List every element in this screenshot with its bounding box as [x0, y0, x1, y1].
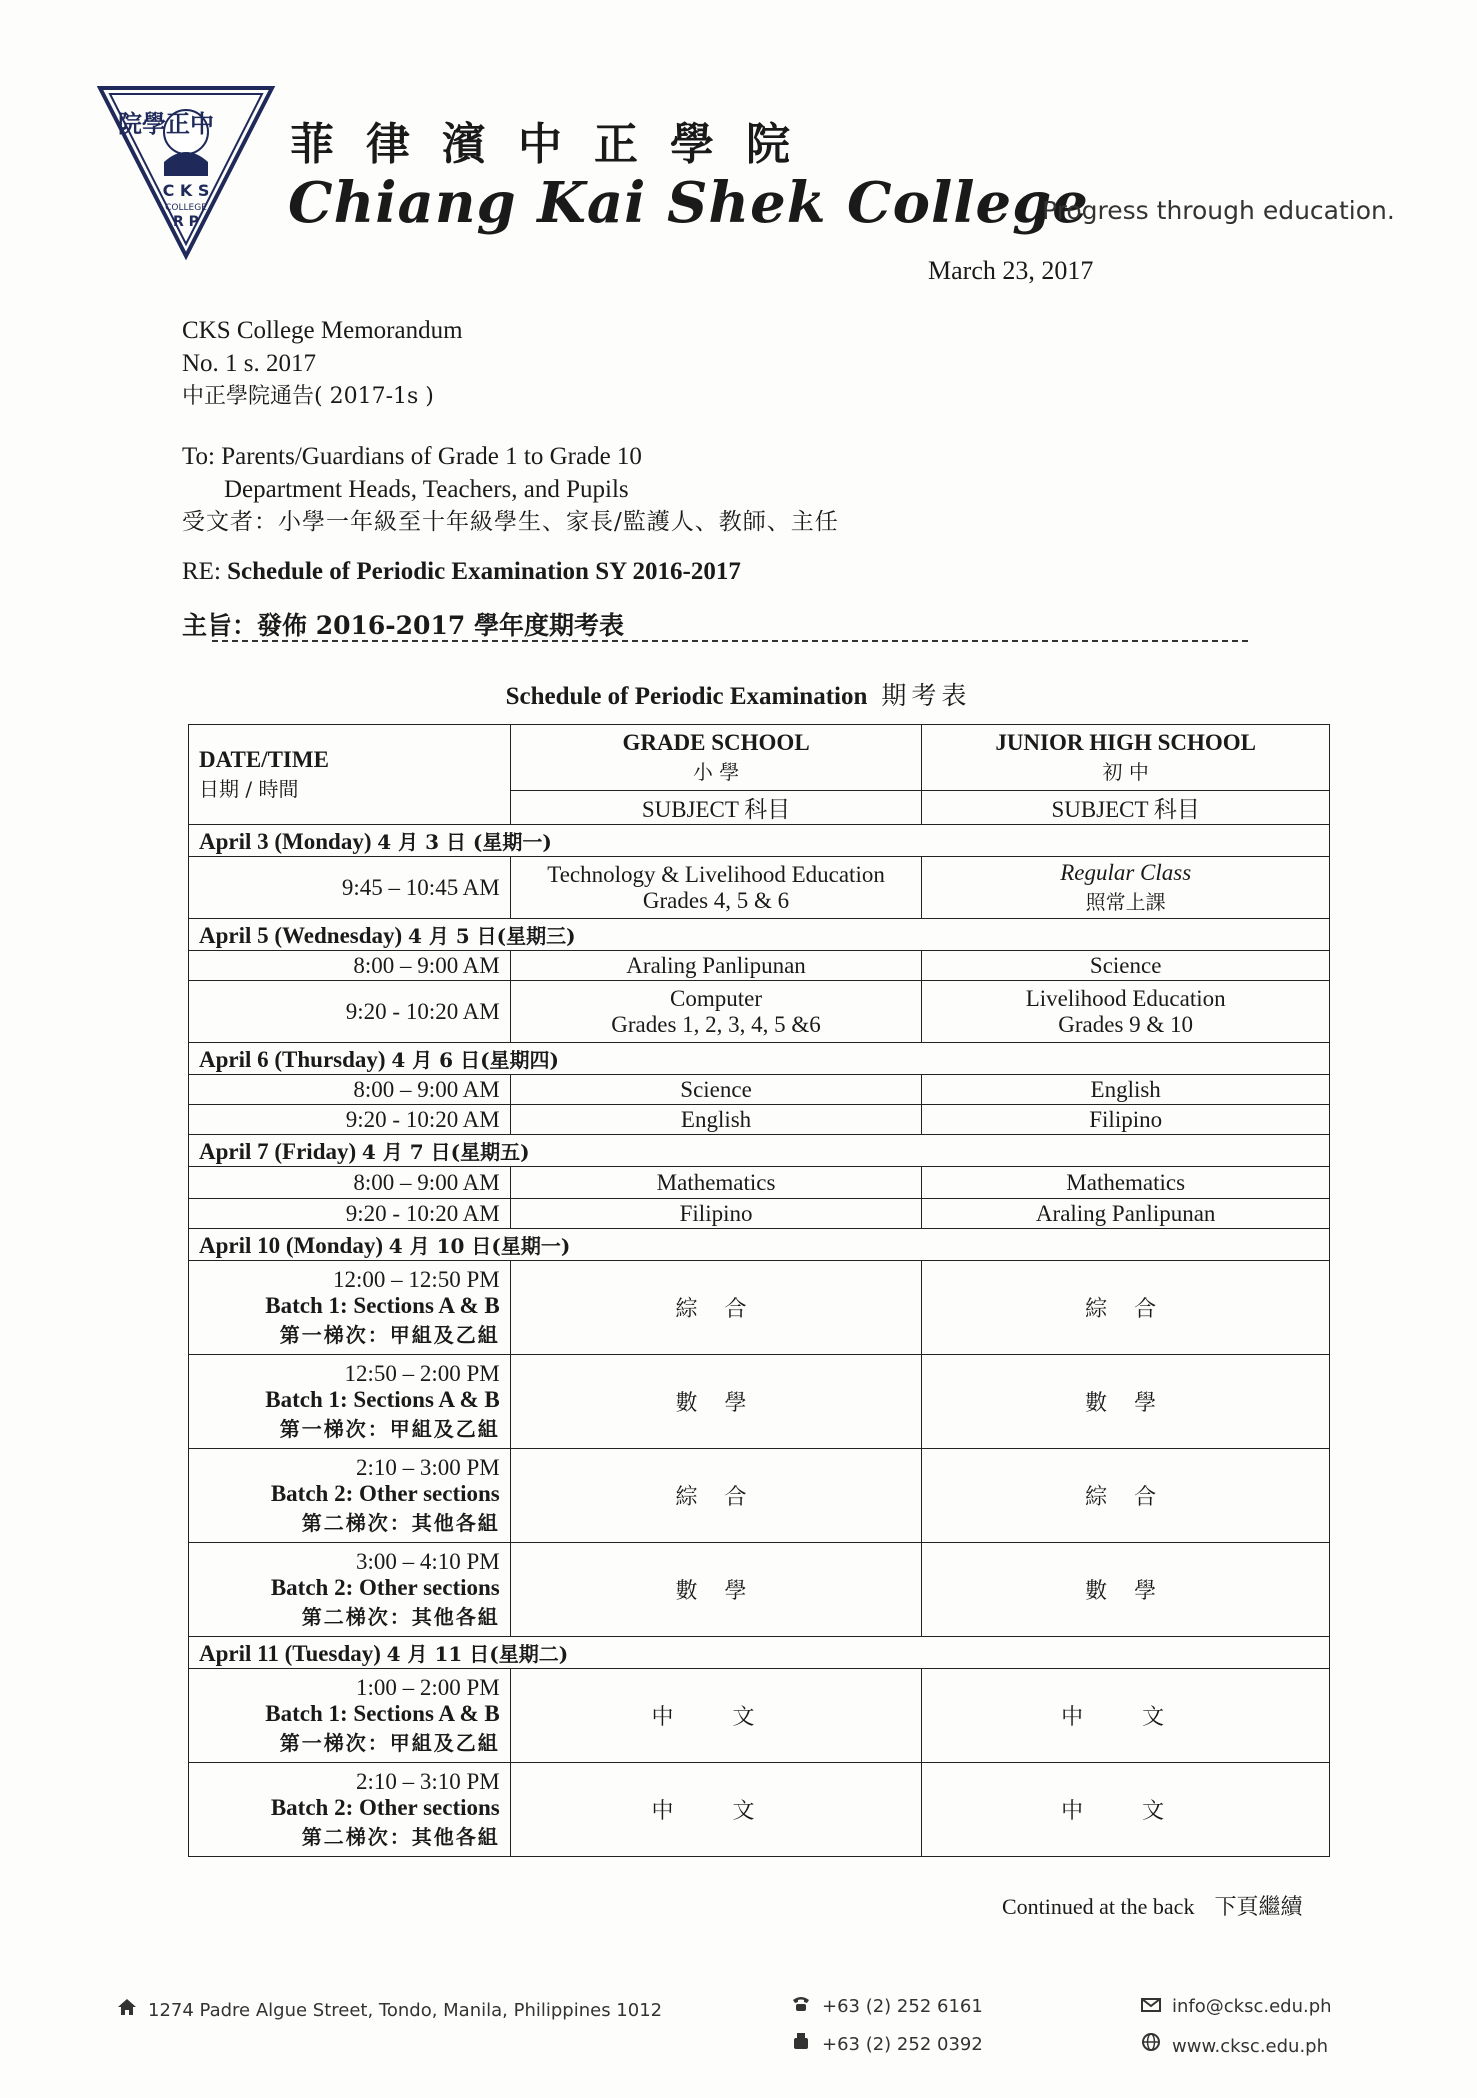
- day-row: [189, 1637, 1330, 1669]
- jhs-subject: Livelihood Education: [1025, 985, 1226, 1011]
- memo-number: No. 1 s. 2017: [182, 350, 317, 377]
- time-cell: 9:20 - 10:20 AM: [189, 1105, 511, 1135]
- batch-label-zh: 第二梯次：其他各組: [301, 1511, 500, 1535]
- table-row: [189, 951, 1330, 981]
- batch-label: Batch 2: Other sections: [270, 1481, 500, 1506]
- gs-subject: Computer: [670, 985, 763, 1011]
- table-title-chinese: 期考表: [881, 681, 972, 710]
- continued-english: Continued at the back: [1002, 1894, 1195, 1919]
- day-row: [189, 825, 1330, 857]
- jhs-subject-cell: 綜 合: [922, 1261, 1330, 1355]
- jhs-subject-cell: 綜 合: [922, 1449, 1330, 1543]
- time-range: 2:10 – 3:00 PM: [355, 1455, 500, 1480]
- time-cell: [189, 1763, 511, 1857]
- day-label: April 10 (Monday): [199, 1233, 383, 1258]
- table-row: [189, 981, 1330, 1043]
- home-icon: [116, 1998, 138, 2021]
- jhs-subject-cell: Araling Panlipunan: [922, 1199, 1330, 1229]
- subject-chinese: 主旨：發佈 2016-2017 學年度期考表: [182, 611, 624, 640]
- header-date-time-zh: 日期 / 時間: [199, 777, 299, 801]
- day-label: April 3 (Monday): [199, 829, 372, 854]
- jhs-subject-cell: [922, 857, 1330, 919]
- memo-heading: [182, 314, 463, 413]
- batch-label-zh: 第一梯次：甲組及乙組: [279, 1417, 500, 1441]
- table-row: [189, 1763, 1330, 1857]
- day-label-zh: 4 月 3 日 (星期一): [377, 830, 552, 854]
- gs-subject-cell: 數 學: [510, 1355, 922, 1449]
- gs-subject-cell: 綜 合: [510, 1261, 922, 1355]
- footer-address-text: 1274 Padre Algue Street, Tondo, Manila, Philippines 1012: [148, 2000, 663, 2021]
- gs-subject-cell: Mathematics: [510, 1167, 922, 1199]
- batch-label: Batch 1: Sections A & B: [265, 1701, 500, 1726]
- gs-grades: Grades 4, 5 & 6: [642, 887, 790, 913]
- day-row: [189, 1229, 1330, 1261]
- time-range: 12:00 – 12:50 PM: [332, 1267, 500, 1292]
- day-row: [189, 1043, 1330, 1075]
- time-cell: [189, 1669, 511, 1763]
- table-row: [189, 1105, 1330, 1135]
- batch-label-zh: 第二梯次：其他各組: [301, 1605, 500, 1629]
- header-subject-jhs: SUBJECT 科目: [922, 791, 1330, 825]
- batch-label-zh: 第二梯次：其他各組: [301, 1825, 500, 1849]
- table-header-row: [189, 725, 1330, 791]
- batch-label-zh: 第一梯次：甲組及乙組: [279, 1323, 500, 1347]
- jhs-subject-cell: 中 文: [922, 1669, 1330, 1763]
- time-range: 3:00 – 4:10 PM: [355, 1549, 500, 1574]
- gs-grades: Grades 1, 2, 3, 4, 5 &6: [611, 1011, 821, 1037]
- recipients-chinese: 受文者：小學一年級至十年級學生、家長/監護人、教師、主任: [182, 509, 839, 535]
- time-cell: 8:00 – 9:00 AM: [189, 951, 511, 981]
- jhs-subject-cell: Science: [922, 951, 1330, 981]
- day-label: April 6 (Thursday): [199, 1047, 386, 1072]
- gs-subject-cell: 中 文: [510, 1669, 922, 1763]
- gs-subject-cell: [510, 981, 922, 1043]
- recipients-line1: To: Parents/Guardians of Grade 1 to Grade 10: [182, 443, 642, 470]
- logo-chinese-text: 院學正中: [118, 109, 214, 138]
- day-label-zh: 4 月 11 日(星期二): [386, 1642, 569, 1666]
- header-date-time-label: DATE/TIME: [199, 747, 329, 772]
- time-cell: [189, 1543, 511, 1637]
- memo-title: CKS College Memorandum: [182, 317, 463, 344]
- gs-subject-cell: 綜 合: [510, 1449, 922, 1543]
- table-title-english: Schedule of Periodic Examination: [505, 683, 868, 710]
- footer-email: [1140, 1996, 1332, 2017]
- gs-subject-cell: 中 文: [510, 1763, 922, 1857]
- dashed-divider: [212, 640, 1248, 642]
- footer-phone-text: +63 (2) 252 6161: [822, 1996, 983, 2017]
- header-grade-school-zh: 小 學: [692, 760, 740, 784]
- footer-website: [1140, 2032, 1328, 2057]
- table-row: [189, 1449, 1330, 1543]
- header-jhs-label: JUNIOR HIGH SCHOOL: [995, 730, 1257, 755]
- envelope-icon: [1140, 1996, 1162, 2017]
- jhs-subject-cell: Filipino: [922, 1105, 1330, 1135]
- batch-label: Batch 2: Other sections: [270, 1575, 500, 1600]
- gs-subject-cell: Araling Panlipunan: [510, 951, 922, 981]
- day-row: [189, 1135, 1330, 1167]
- exam-schedule-table: [188, 724, 1330, 1857]
- jhs-grades: Grades 9 & 10: [1058, 1011, 1194, 1037]
- header-jhs-zh: 初 中: [1102, 760, 1149, 784]
- gs-subject-cell: [510, 857, 922, 919]
- time-range: 2:10 – 3:10 PM: [355, 1769, 500, 1794]
- header-date-time: [189, 725, 511, 825]
- logo-rp-text: R P: [173, 214, 199, 230]
- footer-fax: [790, 2032, 983, 2055]
- globe-icon: [1140, 2032, 1162, 2057]
- batch-label-zh: 第一梯次：甲組及乙組: [279, 1731, 500, 1755]
- time-cell: 9:45 – 10:45 AM: [189, 857, 511, 919]
- batch-label: Batch 1: Sections A & B: [265, 1387, 500, 1412]
- time-cell: 9:20 - 10:20 AM: [189, 981, 511, 1043]
- table-row: [189, 1669, 1330, 1763]
- header-grade-school-label: GRADE SCHOOL: [622, 730, 810, 755]
- day-label: April 7 (Friday): [199, 1139, 357, 1164]
- time-cell: [189, 1261, 511, 1355]
- time-range: 12:50 – 2:00 PM: [344, 1361, 500, 1386]
- batch-label: Batch 2: Other sections: [270, 1795, 500, 1820]
- time-cell: 9:20 - 10:20 AM: [189, 1199, 511, 1229]
- day-label-zh: 4 月 7 日(星期五): [361, 1140, 530, 1164]
- footer-email-text[interactable]: info@cksc.edu.ph: [1172, 1996, 1332, 2017]
- gs-subject-cell: 數 學: [510, 1543, 922, 1637]
- gs-subject: Technology & Livelihood Education: [547, 861, 885, 887]
- time-range: 1:00 – 2:00 PM: [355, 1675, 500, 1700]
- footer-website-text[interactable]: www.cksc.edu.ph: [1172, 2036, 1329, 2057]
- table-row: [189, 1199, 1330, 1229]
- day-label: April 11 (Tuesday): [199, 1641, 381, 1666]
- fax-icon: [790, 2032, 812, 2055]
- gs-subject-cell: Science: [510, 1075, 922, 1105]
- gs-subject-cell: English: [510, 1105, 922, 1135]
- footer-fax-text: +63 (2) 252 0392: [822, 2034, 983, 2055]
- header-grade-school: [510, 725, 922, 791]
- jhs-subject-cell: 中 文: [922, 1763, 1330, 1857]
- jhs-subject-cell: [922, 981, 1330, 1043]
- college-chinese-name: 菲律濱中正學院: [290, 119, 822, 170]
- day-label-zh: 4 月 10 日(星期一): [388, 1234, 571, 1258]
- college-motto: Progress through education.: [1042, 196, 1395, 225]
- jhs-subject-cell: 數 學: [922, 1355, 1330, 1449]
- table-row: [189, 1075, 1330, 1105]
- table-title: [0, 676, 1477, 712]
- regarding-prefix: RE:: [182, 558, 221, 585]
- header-jhs: [922, 725, 1330, 791]
- continued-note: [1002, 1890, 1302, 1921]
- day-label: April 5 (Wednesday): [199, 923, 403, 948]
- day-label-zh: 4 月 6 日(星期四): [391, 1048, 559, 1072]
- batch-label: Batch 1: Sections A & B: [265, 1293, 500, 1318]
- continued-chinese: 下頁繼續: [1214, 1895, 1303, 1920]
- jhs-subject: Regular Class: [1060, 860, 1192, 885]
- college-logo: [96, 84, 276, 262]
- regarding-subject: Schedule of Periodic Examination SY 2016-2017: [227, 558, 741, 585]
- regarding-line: [182, 558, 741, 586]
- time-cell: 8:00 – 9:00 AM: [189, 1167, 511, 1199]
- memo-date: March 23, 2017: [928, 256, 1094, 285]
- jhs-subject-cell: 數 學: [922, 1543, 1330, 1637]
- recipients-line2: Department Heads, Teachers, and Pupils: [224, 476, 629, 503]
- logo-initials: C K S: [162, 181, 210, 200]
- phone-icon: [790, 1996, 812, 2017]
- recipients: [182, 440, 839, 539]
- table-row: [189, 1261, 1330, 1355]
- time-cell: [189, 1449, 511, 1543]
- table-row: [189, 1167, 1330, 1199]
- time-cell: [189, 1355, 511, 1449]
- table-row: [189, 1543, 1330, 1637]
- logo-college-text: COLLEGE: [165, 203, 207, 213]
- header-subject-gs: SUBJECT 科目: [510, 791, 922, 825]
- jhs-subject-cell: Mathematics: [922, 1167, 1330, 1199]
- time-cell: 8:00 – 9:00 AM: [189, 1075, 511, 1105]
- day-label-zh: 4 月 5 日(星期三): [407, 924, 576, 948]
- gs-subject-cell: Filipino: [510, 1199, 922, 1229]
- table-row: [189, 857, 1330, 919]
- jhs-subject-cell: English: [922, 1075, 1330, 1105]
- day-row: [189, 919, 1330, 951]
- table-row: [189, 1355, 1330, 1449]
- college-english-name: Chiang Kai Shek College: [288, 170, 1089, 236]
- jhs-subject-zh: 照常上課: [1085, 890, 1166, 914]
- memo-chinese-number: 中正學院通告( 2017-1s ): [182, 384, 434, 409]
- footer-phone: [790, 1996, 983, 2017]
- footer-address: [116, 1998, 662, 2021]
